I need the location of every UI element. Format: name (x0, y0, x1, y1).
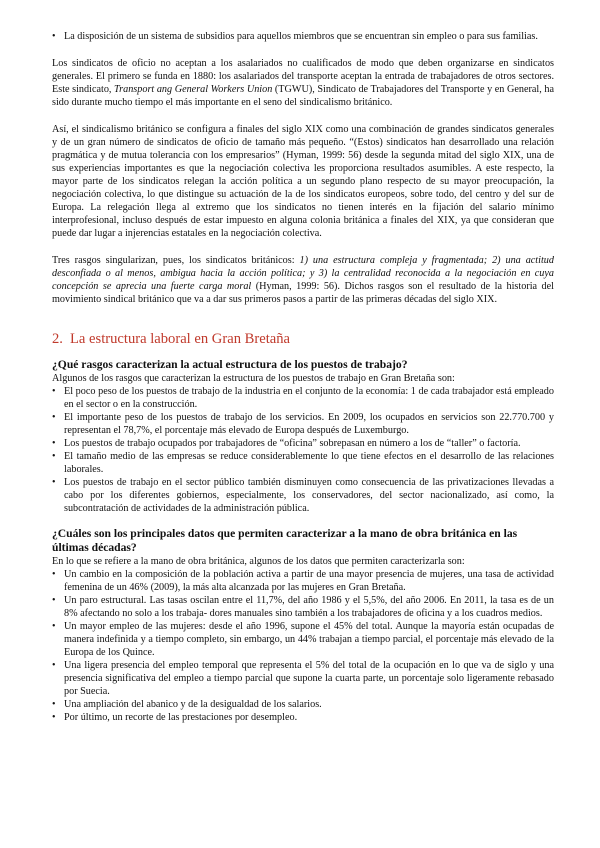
question-heading-estructura: ¿Qué rasgos caracterizan la actual estructura de los puestos de trabajo? (52, 358, 408, 371)
question-intro: Algunos de los rasgos que caracterizan la estructura de los puestos de trabajo en Gran Bretaña son: (52, 373, 455, 384)
section-title: La estructura laboral en Gran Bretaña (70, 331, 291, 347)
list-item: • Una ampliación del abanico y de la desigualdad de los salarios. (52, 698, 554, 711)
section-number: 2. (52, 331, 63, 347)
paragraph-text: Tres rasgos singularizan, pues, los sindicatos británicos: (52, 255, 300, 266)
list-item: • Un cambio en la composición de la población activa a partir de una mayor presencia de mujeres, una tasa de actividad femenina de un 46% (2009), la más alta alcanzada por las mujeres en Gran Bretaña. (52, 568, 554, 594)
paragraph-text: (TGWU), Sindicato de Trabajadores del Transporte y en General, ha sido durante mucho tiempo el más importante en el seno del sindicalismo británico. (52, 84, 554, 108)
union-name-italic: Transport ang General Workers Union (114, 84, 273, 95)
question-intro: En lo que se refiere a la mano de obra británica, algunos de los datos que permiten caracterizarla son: (52, 556, 465, 567)
list-item: • Los puestos de trabajo en el sector público también disminuyen como consecuencia de las privatizaciones llevadas a cabo por los diferentes gobiernos, especialmente, los conservadores, del sector nacionalizado, así como, la subcontratación de actividades de la administración pública. (52, 476, 554, 515)
list-item: • El importante peso de los puestos de trabajo de los servicios. En 2009, los ocupados en servicios son 22.770.700 y representan el 78,7%, el porcentaje más elevado de Europa después de Luxemburgo. (52, 411, 554, 437)
list-item: • La disposición de un sistema de subsidios para aquellos miembros que se encuentran sin empleo o para sus familias. (52, 30, 554, 43)
top-bullet-list (52, 30, 554, 43)
estructura-bullet-list (52, 385, 554, 515)
paragraph-text: (Hyman, 1999: 56). Dichos rasgos son el resultado de la historia del movimiento sindical británico que va a dar sus primeros pasos a partir de las primeras décadas del siglo XIX. (52, 281, 554, 305)
rasgos-italic: 1) una estructura compleja y fragmentada; 2) una actitud desconfiada o al menos, ambigua hacia la acción política; y 3) la centralidad reconocida a la negociación en cuya concepción se aprecia una fuerte carga moral (52, 255, 554, 292)
paragraph-tres-rasgos (52, 254, 554, 306)
list-item: • Por último, un recorte de las prestaciones por desempleo. (52, 711, 554, 724)
list-item: • Un paro estructural. Las tasas oscilan entre el 11,7%, del año 1986 y el 5,5%, del año 2006. En 2011, la tasa es de un 8% afectando no solo a los trabaja- dores manuales sino también a los trabajadores de oficina y a los cuadros medios. (52, 594, 554, 620)
paragraph-sindicatos-oficio (52, 57, 554, 109)
list-item: • Un mayor empleo de las mujeres: desde el año 1996, supone el 45% del total. Aunque la mayoría están ocupadas de manera indefinida y a tiempo completo, sin embargo, un 44% trabajan a tiempo parcial, el porcentaje más elevado de la Europa de los Quince. (52, 620, 554, 659)
paragraph-sindicalismo-britanico: Así, el sindicalismo británico se configura a finales del siglo XIX como una combinación de grandes sindicatos generales y de un gran número de sindicatos de oficio de tamaño más pequeño. “(Estos) sindicatos han desarrollado una relación pragmática y de mutua tolerancia con los empresarios” (Hyman, 1999: 56) desde la segunda mitad del siglo XIX, una de sus experiencias importantes es que la negociación colectiva les proporciona resultados asumibles. A este respecto, la mayor parte de los sindicatos relegan la acción política a un segundo plano respecto de su mayor preocupación, la negociación colectiva, lo que distingue su actuación de la de los sindicatos europeos, sobre todo, del centro y del sur de Europa. La relegación llega al extremo que los sindicatos no tienen interés en la fijación del salario mínimo interprofesional, incluso después de estar impuesto en alguna colonia británica a finales del XIX, ya que consideran que puede dar lugar a injerencias estatales en la negociación colectiva. (52, 124, 554, 239)
section-heading (52, 330, 554, 348)
paragraph-text: Los sindicatos de oficio no aceptan a los asalariados no cualificados de modo que deben organizarse en sindicatos generales. El primero se funda en 1880: los asalariados del transporte aceptan la entrada de trabajadores de otros sectores. Este sindicato, (52, 58, 554, 95)
list-item: • El poco peso de los puestos de trabajo de la industria en el conjunto de la economía: 1 de cada trabajador está empleado en el sector o en la construcción. (52, 385, 554, 411)
question-heading-mano-de-obra: ¿Cuáles son los principales datos que permiten caracterizar a la mano de obra británica en las últimas décadas? (52, 527, 518, 554)
list-item: • El tamaño medio de las empresas se reduce considerablemente lo que tiene efectos en el desarrollo de las relaciones laborales. (52, 450, 554, 476)
list-item: • Los puestos de trabajo ocupados por trabajadores de “oficina” sobrepasan en número a los de “taller” o factoría. (52, 437, 554, 450)
list-item: • Una ligera presencia del empleo temporal que representa el 5% del total de la ocupación en lo que va de siglo y una presencia significativa del empleo a tiempo parcial que supone la cuarta parte, un porcentaje solo ligeramente rebasado por Suecia. (52, 659, 554, 698)
mano-de-obra-bullet-list (52, 568, 554, 724)
